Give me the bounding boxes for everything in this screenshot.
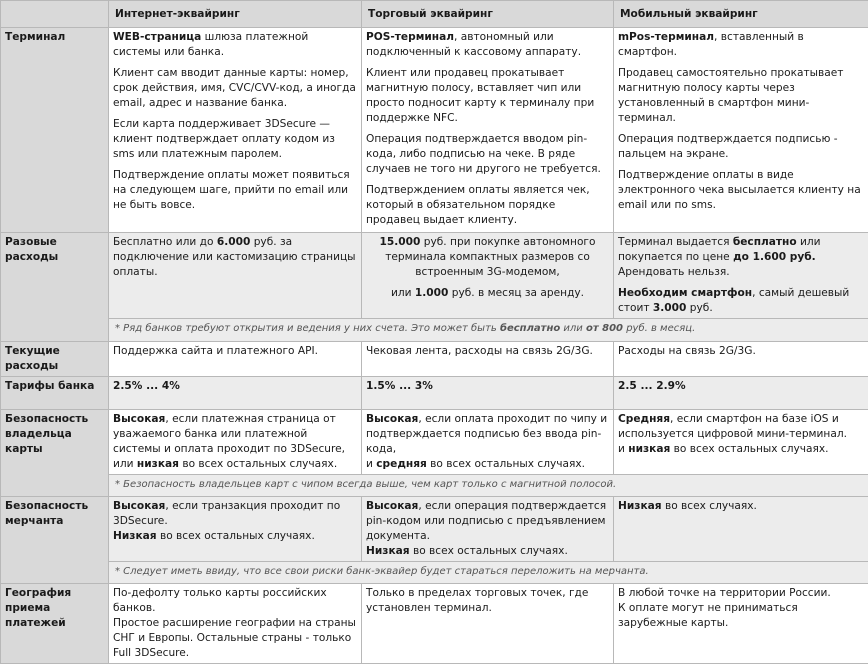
corner-header <box>1 1 109 28</box>
geo-trade: Только в пределах торговых точек, где установлен терминал. <box>362 584 614 664</box>
onetime-note: * Ряд банков требуют открытия и ведения у них счета. Это может быть бесплатно или от 800 руб. в месяц. <box>109 319 868 342</box>
merchant-trade: Высокая, если операция подтверждается pin-кодом или подписью с предъявлением документа. Низкая во всех остальных случаях. <box>362 497 614 562</box>
row-onetime-note <box>1 319 868 342</box>
rates-internet: 2.5% ... 4% <box>109 377 362 410</box>
holder-mobile: Средняя, если смартфон на базе iOS и используется цифровой мини-терминал. и низкая во всех остальных случаях. <box>614 410 868 475</box>
row-onetime <box>1 233 868 319</box>
merchant-internet: Высокая, если транзакция проходит по 3DSecure. Низкая во всех остальных случаях. <box>109 497 362 562</box>
merchant-mobile: Низкая во всех случаях. <box>614 497 868 562</box>
row-label-merchant: Безопасность мерчанта <box>1 497 109 584</box>
row-current <box>1 342 868 377</box>
merchant-note: * Следует иметь ввиду, что все свои риски банк-эквайер будет стараться переложить на мерчанта. <box>109 562 868 584</box>
row-rates <box>1 377 868 410</box>
row-label-geo: География приема платежей <box>1 584 109 664</box>
geo-internet: По-дефолту только карты российских банков. Простое расширение географии на страны СНГ и Европы. Остальные страны - только Full 3DSecure. <box>109 584 362 664</box>
geo-mobile: В любой точке на территории России. К оплате могут не приниматься зарубежные карты. <box>614 584 868 664</box>
row-label-terminal: Терминал <box>1 28 109 233</box>
rates-mobile: 2.5 ... 2.9% <box>614 377 868 410</box>
current-internet: Поддержка сайта и платежного API. <box>109 342 362 377</box>
onetime-internet: Бесплатно или до 6.000 руб. за подключение или кастомизацию страницы оплаты. <box>109 233 362 319</box>
holder-note: * Безопасность владельцев карт с чипом всегда выше, чем карт только с магнитной полосой. <box>109 475 868 497</box>
terminal-mobile: mPos-терминал, вставленный в смартфон. Продавец самостоятельно прокатывает магнитную полосу карты через установленный в смартфон мини-терминал. Операция подтверждается подписью - пальцем на экране. Подтверждение оплаты в виде электронного чека высылается клиенту на email или по sms. <box>614 28 868 233</box>
onetime-trade: 15.000 руб. при покупке автономного терминала компактных размеров со встроенным 3G-модемом, или 1.000 руб. в месяц за аренду. <box>362 233 614 319</box>
terminal-trade: POS-терминал, автономный или подключенный к кассовому аппарату. Клиент или продавец прокатывает магнитную полосу, вставляет чип или просто подносит карту к терминалу при поддержке NFC. Операция подтверждается вводом pin-кода, либо подписью на чеке. В ряде случаев не того ни другого не требуется. Подтверждением оплаты является чек, который в обязательном порядке продавец выдает клиенту. <box>362 28 614 233</box>
header-row <box>1 1 868 28</box>
row-terminal <box>1 28 868 233</box>
row-holder <box>1 410 868 475</box>
row-merchant-note <box>1 562 868 584</box>
header-trade: Торговый эквайринг <box>362 1 614 28</box>
rates-trade: 1.5% ... 3% <box>362 377 614 410</box>
row-merchant <box>1 497 868 562</box>
holder-trade: Высокая, если оплата проходит по чипу и подтверждается подписью без ввода pin-кода, и средняя во всех остальных случаях. <box>362 410 614 475</box>
terminal-internet: WEB-страница шлюза платежной системы или банка. Клиент сам вводит данные карты: номер, срок действия, имя, CVC/CVV-код, а иногда email, адрес и название банка. Если карта поддерживает 3DSecure — клиент подтверждает оплату кодом из sms или платежным паролем. Подтверждение оплаты может появиться на следующем шаге, прийти по email или не быть вовсе. <box>109 28 362 233</box>
onetime-mobile: Терминал выдается бесплатно или покупается по цене до 1.600 руб. Арендовать нельзя. Необходим смартфон, самый дешевый стоит 3.000 руб. <box>614 233 868 319</box>
header-internet: Интернет-эквайринг <box>109 1 362 28</box>
row-geo <box>1 584 868 664</box>
row-label-onetime: Разовые расходы <box>1 233 109 342</box>
row-label-current: Текущие расходы <box>1 342 109 377</box>
holder-internet: Высокая, если платежная страница от уважаемого банка или платежной системы и оплата проходит по 3DSecure, или низкая во всех остальных случаях. <box>109 410 362 475</box>
header-mobile: Мобильный эквайринг <box>614 1 868 28</box>
current-mobile: Расходы на связь 2G/3G. <box>614 342 868 377</box>
current-trade: Чековая лента, расходы на связь 2G/3G. <box>362 342 614 377</box>
row-label-rates: Тарифы банка <box>1 377 109 410</box>
row-label-holder: Безопасность владельца карты <box>1 410 109 497</box>
row-holder-note <box>1 475 868 497</box>
